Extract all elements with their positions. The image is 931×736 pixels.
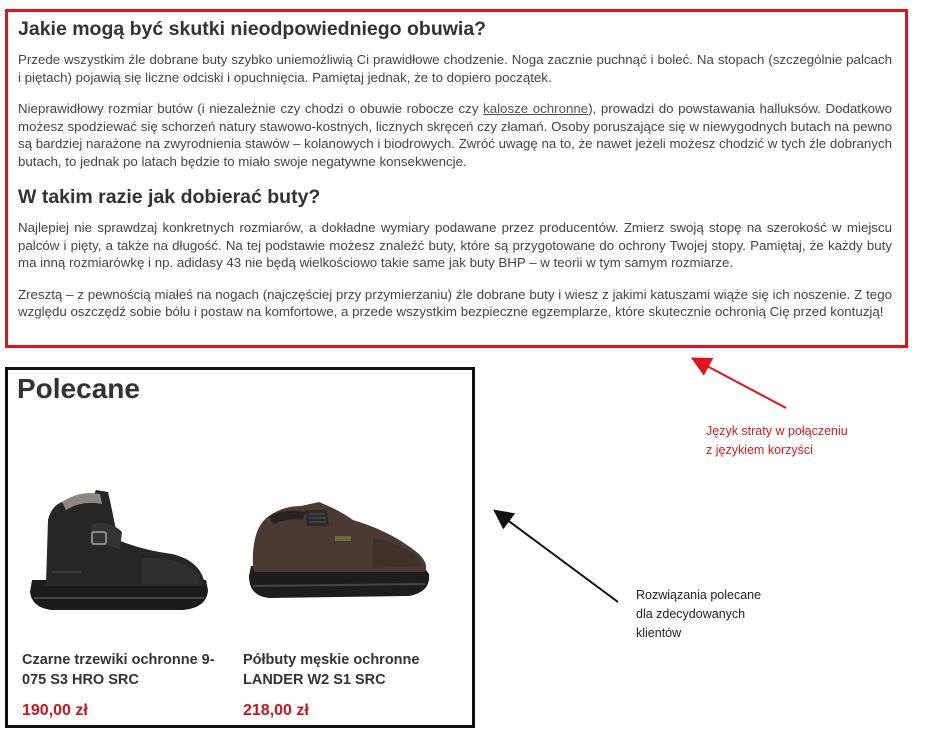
black-annotation-line: dla zdecydowanych [636, 607, 746, 621]
black-annotation [636, 586, 761, 643]
protective-boots-link[interactable]: kalosze ochronne [483, 101, 589, 116]
article-paragraph-1: Przede wszystkim źle dobrane buty szybko uniemożliwią Ci prawidłowe chodzenie. Noga zacznie puchnąć i boleć. Na stopach (szczególnie palcach i piętach) pojawią się liczne odciski i opuchnięcia. Pamiętaj jednak, że to dopiero początek. [18, 52, 892, 85]
product-name[interactable]: Czarne trzewiki ochronne 9-075 S3 HRO SRC [22, 652, 215, 688]
article-heading-effects: Jakie mogą być skutki nieodpowiedniego obuwia? [18, 18, 487, 40]
article-paragraph-4: Zresztą – z pewnością miałeś na nogach (najczęściej przy przymierzaniu) źle dobrane buty i wiesz z jakimi katuszami wiąże się ich noszenie. Z tego względu oszczędź sobie bólu i postaw na komfortowe, a przede wszystkim bezpieczne egzemplarze, które skutecznie ochronią Cię przed kontuzją! [18, 286, 892, 319]
black-annotation-line: klientów [636, 626, 682, 640]
red-arrow [705, 365, 786, 408]
article-paragraph-3: Najlepiej nie sprawdzaj konkretnych rozmiarów, a dokładne wymiary podawane przez producentów. Zmierz swoją stopę na szerokość w miejscu palców i pięty, a także na długość. Na tej podstawie możesz znaleźć buty, które są przygotowane do ochrony Twojej stopy. Pamiętaj, że każdy buty ma inną rozmiarówkę i np. adidasy 43 nie będą wielkościowo takie same jak buty BHP – w teorii w tym samym rozmiarze. [18, 220, 892, 270]
red-annotation [706, 422, 848, 460]
recommended-title: Polecane [17, 373, 140, 404]
black-arrow [506, 519, 618, 602]
red-annotation-line: Język straty w połączeniu [706, 424, 848, 438]
paragraph-2-text-start: Nieprawidłowy rozmiar butów (i niezależnie czy chodzi o obuwie robocze czy [18, 101, 484, 116]
product-price: 190,00 zł [22, 702, 88, 719]
black-annotation-line: Rozwiązania polecane [636, 588, 762, 602]
product-name[interactable]: Półbuty męskie ochronne LANDER W2 S1 SRC [243, 652, 420, 688]
red-annotation-line: z językiem korzyści [706, 443, 813, 457]
article-heading-how-to-choose: W takim razie jak dobierać buty? [18, 186, 321, 208]
paragraph-2-text-end: ), prowadzi do powstawania halluksów. Dodatkowo możesz spodziewać się schorzeń natury stawowo-kostnych, licznych skręceń czy złamań. Osoby poruszające się w niewygodnych butach na pewno są bardziej narażone na zwyrodnienia stawów – kolanowych i biodrowych. Zwróć uwagę na to, że nawet jeżeli możesz chodzić w tych źle dobranych butach, to jednak po latach będzie to miało swoje negatywne konsekwencje. [18, 101, 892, 169]
product-price: 218,00 zł [243, 702, 309, 719]
